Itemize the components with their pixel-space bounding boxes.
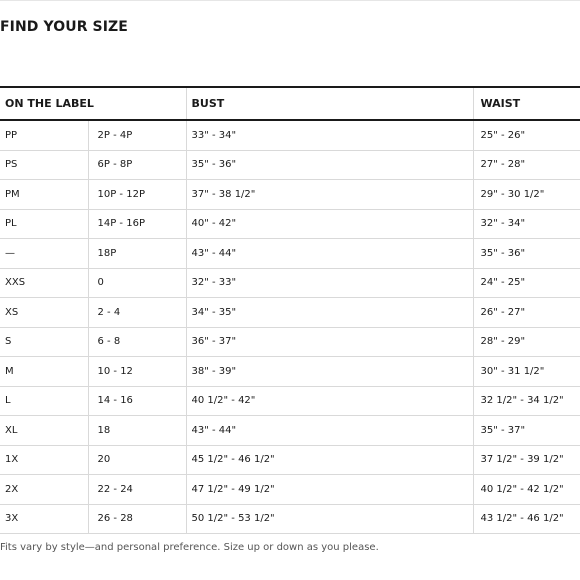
bust-cell: 50 1/2" - 53 1/2" xyxy=(186,504,473,534)
waist-cell: 32" - 34" xyxy=(473,209,580,239)
bust-cell: 45 1/2" - 46 1/2" xyxy=(186,445,473,475)
bust-cell: 40" - 42" xyxy=(186,209,473,239)
size-number-cell: 20 xyxy=(88,445,186,475)
waist-cell: 25" - 26" xyxy=(473,120,580,150)
waist-cell: 30" - 31 1/2" xyxy=(473,357,580,387)
size-letter-cell: 1X xyxy=(0,445,88,475)
waist-cell: 40 1/2" - 42 1/2" xyxy=(473,475,580,505)
bust-cell: 43" - 44" xyxy=(186,239,473,269)
table-row xyxy=(0,150,580,180)
table-row xyxy=(0,475,580,505)
bust-cell: 40 1/2" - 42" xyxy=(186,386,473,416)
header-bust: BUST xyxy=(186,87,473,120)
table-row xyxy=(0,268,580,298)
table-row xyxy=(0,445,580,475)
bust-cell: 43" - 44" xyxy=(186,416,473,446)
size-letter-cell: PS xyxy=(0,150,88,180)
bust-cell: 35" - 36" xyxy=(186,150,473,180)
size-number-cell: 18P xyxy=(88,239,186,269)
waist-cell: 26" - 27" xyxy=(473,298,580,328)
size-letter-cell: XS xyxy=(0,298,88,328)
size-number-cell: 0 xyxy=(88,268,186,298)
size-number-cell: 14 - 16 xyxy=(88,386,186,416)
bust-cell: 47 1/2" - 49 1/2" xyxy=(186,475,473,505)
top-divider xyxy=(0,0,580,1)
table-row xyxy=(0,386,580,416)
table-row xyxy=(0,416,580,446)
table-row xyxy=(0,327,580,357)
size-letter-cell: PP xyxy=(0,120,88,150)
table-row xyxy=(0,357,580,387)
waist-cell: 32 1/2" - 34 1/2" xyxy=(473,386,580,416)
waist-cell: 43 1/2" - 46 1/2" xyxy=(473,504,580,534)
size-number-cell: 10 - 12 xyxy=(88,357,186,387)
size-number-cell: 6P - 8P xyxy=(88,150,186,180)
size-chart-table xyxy=(0,86,580,534)
size-letter-cell: PL xyxy=(0,209,88,239)
bust-cell: 34" - 35" xyxy=(186,298,473,328)
size-letter-cell: M xyxy=(0,357,88,387)
fit-footnote: Fits vary by style—and personal preference. Size up or down as you please. xyxy=(0,542,379,553)
waist-cell: 28" - 29" xyxy=(473,327,580,357)
header-on-the-label: ON THE LABEL xyxy=(0,87,186,120)
size-letter-cell: — xyxy=(0,239,88,269)
bust-cell: 38" - 39" xyxy=(186,357,473,387)
size-letter-cell: XXS xyxy=(0,268,88,298)
size-letter-cell: 2X xyxy=(0,475,88,505)
waist-cell: 24" - 25" xyxy=(473,268,580,298)
size-letter-cell: 3X xyxy=(0,504,88,534)
size-number-cell: 2 - 4 xyxy=(88,298,186,328)
table-row xyxy=(0,180,580,210)
waist-cell: 29" - 30 1/2" xyxy=(473,180,580,210)
waist-cell: 37 1/2" - 39 1/2" xyxy=(473,445,580,475)
header-waist: WAIST xyxy=(473,87,580,120)
table-row xyxy=(0,120,580,150)
waist-cell: 35" - 36" xyxy=(473,239,580,269)
size-number-cell: 18 xyxy=(88,416,186,446)
bust-cell: 36" - 37" xyxy=(186,327,473,357)
waist-cell: 35" - 37" xyxy=(473,416,580,446)
bust-cell: 32" - 33" xyxy=(186,268,473,298)
table-row xyxy=(0,239,580,269)
size-letter-cell: XL xyxy=(0,416,88,446)
bust-cell: 33" - 34" xyxy=(186,120,473,150)
table-row xyxy=(0,209,580,239)
size-number-cell: 2P - 4P xyxy=(88,120,186,150)
size-letter-cell: L xyxy=(0,386,88,416)
size-letter-cell: S xyxy=(0,327,88,357)
bust-cell: 37" - 38 1/2" xyxy=(186,180,473,210)
page-title: FIND YOUR SIZE xyxy=(0,19,128,35)
size-number-cell: 10P - 12P xyxy=(88,180,186,210)
size-letter-cell: PM xyxy=(0,180,88,210)
table-row xyxy=(0,504,580,534)
table-header-row xyxy=(0,87,580,120)
size-number-cell: 14P - 16P xyxy=(88,209,186,239)
size-table-body xyxy=(0,120,580,534)
waist-cell: 27" - 28" xyxy=(473,150,580,180)
size-number-cell: 22 - 24 xyxy=(88,475,186,505)
size-number-cell: 26 - 28 xyxy=(88,504,186,534)
table-row xyxy=(0,298,580,328)
size-number-cell: 6 - 8 xyxy=(88,327,186,357)
